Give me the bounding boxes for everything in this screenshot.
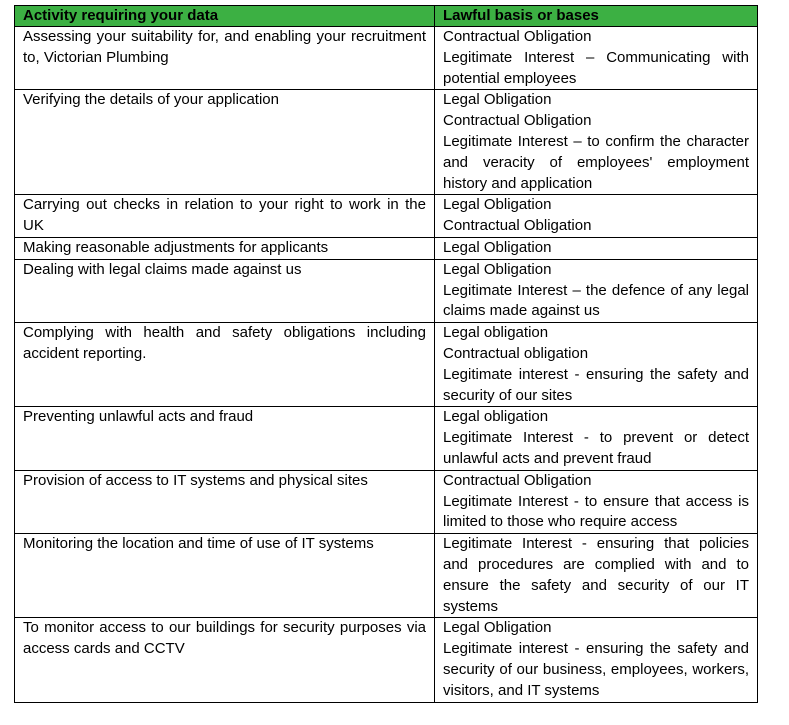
basis-cell (435, 407, 758, 470)
table-row (15, 618, 758, 702)
basis-item: Contractual obligation (443, 344, 589, 362)
table-row (15, 195, 758, 238)
basis-item: Legal Obligation (443, 91, 552, 109)
table-header-row (15, 6, 758, 27)
table-row (15, 259, 758, 322)
activity-cell: Complying with health and safety obligations including accident reporting. (15, 323, 435, 407)
basis-item: Legal obligation (443, 408, 549, 426)
basis-item: Legal Obligation (443, 619, 552, 637)
table-row (15, 323, 758, 407)
basis-cell (435, 90, 758, 195)
activity-cell: Dealing with legal claims made against us (15, 259, 435, 322)
activity-cell: Assessing your suitability for, and enabling your recruitment to, Victorian Plumbing (15, 27, 435, 90)
basis-item: Contractual Obligation (443, 112, 592, 130)
basis-cell (435, 237, 758, 259)
basis-item: Legitimate Interest – Communicating with potential employees (443, 48, 749, 87)
basis-item: Legal Obligation (443, 238, 552, 256)
basis-item: Contractual Obligation (443, 28, 592, 45)
basis-cell (435, 534, 758, 618)
lawful-basis-table (14, 5, 758, 703)
basis-cell (435, 195, 758, 238)
basis-item: Legitimate Interest - to prevent or detect unlawful acts and prevent fraud (443, 429, 749, 467)
basis-item: Legitimate Interest - to ensure that access is limited to those who require access (443, 492, 749, 531)
basis-cell (435, 259, 758, 322)
basis-cell (435, 27, 758, 90)
table-row (15, 237, 758, 259)
header-lawful-basis: Lawful basis or bases (435, 6, 758, 27)
basis-cell (435, 470, 758, 533)
basis-item: Legal obligation (443, 324, 549, 342)
table-row (15, 534, 758, 618)
basis-item: Legitimate Interest – to confirm the character and veracity of employees' employment history and application (443, 132, 749, 192)
table-row (15, 90, 758, 195)
activity-cell: To monitor access to our buildings for security purposes via access cards and CCTV (15, 618, 435, 702)
activity-cell: Carrying out checks in relation to your right to work in the UK (15, 195, 435, 238)
basis-item: Contractual Obligation (443, 471, 592, 489)
activity-cell: Monitoring the location and time of use of IT systems (15, 534, 435, 618)
activity-cell: Verifying the details of your application (15, 90, 435, 195)
activity-cell: Making reasonable adjustments for applicants (15, 237, 435, 259)
activity-cell: Provision of access to IT systems and physical sites (15, 470, 435, 533)
basis-cell (435, 323, 758, 407)
basis-item: Legitimate Interest – the defence of any legal claims made against us (443, 281, 749, 320)
basis-cell (435, 618, 758, 702)
basis-item: Legal Obligation (443, 196, 552, 214)
basis-item: Legitimate Interest - ensuring that policies and procedures are complied with and to ensure the safety and security of our IT systems (443, 535, 749, 615)
basis-item: Legitimate interest - ensuring the safety and security of our business, employees, workers, visitors, and IT systems (443, 640, 749, 699)
basis-item: Contractual Obligation (443, 217, 592, 235)
table-row (15, 470, 758, 533)
table-row (15, 407, 758, 470)
activity-cell: Preventing unlawful acts and fraud (15, 407, 435, 470)
basis-item: Legal Obligation (443, 260, 552, 278)
header-activity: Activity requiring your data (15, 6, 435, 27)
basis-item: Legitimate interest - ensuring the safety and security of our sites (443, 365, 749, 404)
table-row (15, 27, 758, 90)
